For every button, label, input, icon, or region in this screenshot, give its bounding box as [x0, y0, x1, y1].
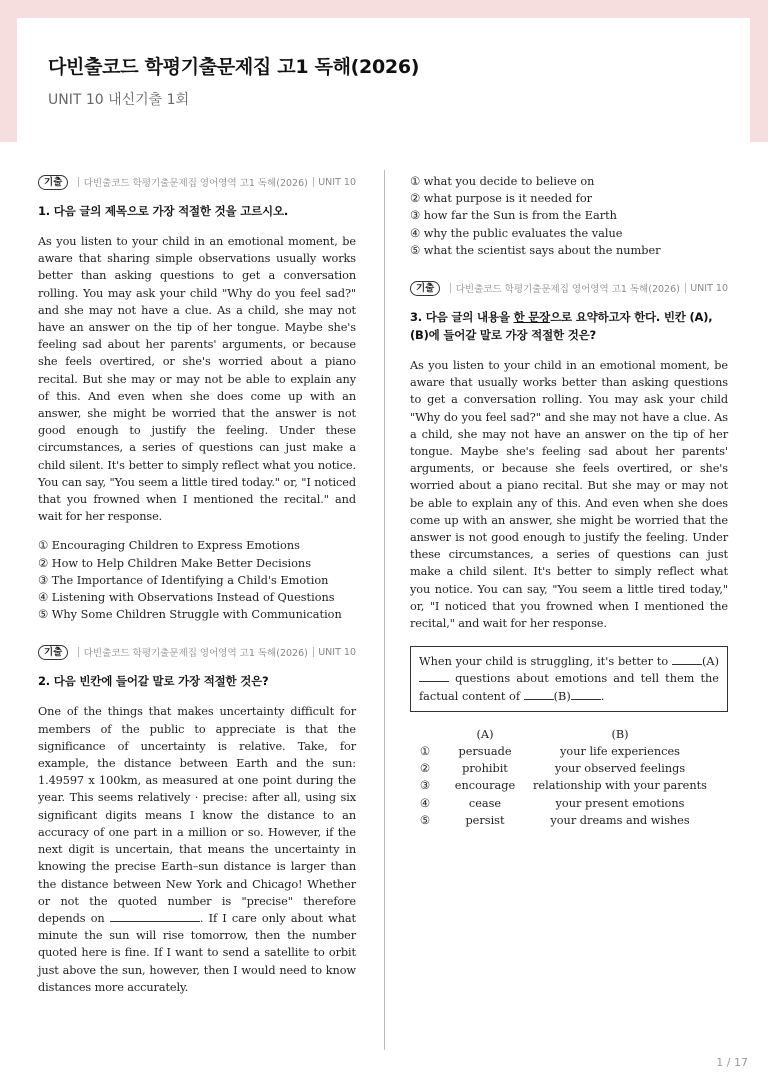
summary-text: questions about emotions and tell them the factual content of — [419, 672, 719, 703]
column-divider — [384, 170, 385, 1050]
answer-choices-table — [410, 726, 710, 829]
source-tag: 기출 — [38, 645, 68, 660]
option[interactable]: ① what you decide to believe on — [410, 175, 595, 188]
source-tag: 기출 — [38, 175, 68, 190]
page-number: 1 / 17 — [716, 1056, 748, 1069]
choice-a: prohibit — [462, 762, 508, 776]
source-unit: UNIT 10 — [318, 646, 356, 658]
blank-a-line — [419, 670, 449, 682]
table-row[interactable] — [410, 743, 710, 760]
table-row[interactable] — [410, 812, 710, 829]
choice-number: ③ — [419, 779, 431, 793]
option[interactable]: ③ The Importance of Identifying a Child's Emotion — [38, 573, 329, 587]
choice-b: relationship with your parents — [533, 779, 707, 793]
option[interactable]: ③ how far the Sun is from the Earth — [410, 209, 617, 223]
choice-number: ② — [419, 762, 431, 776]
option[interactable]: ① Encouraging Children to Express Emotions — [38, 539, 300, 553]
source-book: 다빈출코드 학평기출문제집 영어영역 고1 독해(2026) — [455, 284, 680, 296]
summary-text: . — [600, 689, 605, 703]
table-row[interactable] — [410, 777, 710, 794]
option[interactable]: ② what purpose is it needed for — [410, 192, 593, 206]
choice-number: ⑤ — [419, 813, 431, 827]
column-b-header: (B) — [611, 727, 629, 741]
question-3-title — [410, 308, 728, 344]
question-source-line — [38, 173, 356, 191]
question-3-passage: As you listen to your child in an emotional moment, be aware that usually works better than asking questions to get a conversation rolling. You may ask your child "Why do you feel sad?" and she may not have a clue. As a child, she may not have an answer on the tip of her tongue. Maybe she's feeling sad about her parents' arguments, or because she feels overtired, or she's worried about a piano recital. But she may or may not be able to explain any of this. And even when she does come up with an answer, she might be worried that the answer is not good enough to justify the feeling. Under these circumstances, a series of questions can just make a child silent. It's better to simply reflect what you notice. You can say, "You seem a little tired today," or, "I noticed that you frowned when I mentioned the recital," and wait for her response. — [410, 359, 728, 631]
passage-text: . If I care only about what minute the sun will rise tomorrow, then the number quoted here is fine. If I want to send a satellite to orbit just above the sun, however, then I would need to know distances more accurately. — [38, 911, 356, 994]
blank-b-label: (B) — [553, 689, 571, 703]
blank-a-line — [672, 653, 702, 665]
header-card — [17, 18, 750, 142]
title-text: 3. 다음 글의 내용을 — [410, 310, 514, 325]
choice-b: your dreams and wishes — [550, 813, 690, 827]
choice-a: cease — [468, 796, 502, 810]
source-book: 다빈출코드 학평기출문제집 영어영역 고1 독해(2026) — [83, 178, 308, 189]
table-header-row — [410, 726, 710, 743]
question-1-options — [38, 537, 356, 623]
summary-box — [410, 646, 728, 712]
question-1-passage: As you listen to your child in an emotional moment, be aware that sharing simple observations usually works better than asking questions to get a conversation rolling. You may ask your child "Why do you feel sad?" and she may not have a clue. As a child, she may not have an answer on the tip of her tongue. Maybe she's feeling sad about her parents' arguments, or because she feels overtired, or she's worried about a piano recital. But she may or may not be able to explain any of this. And even when she does come up with an answer, she might be worried that the answer is not good enough to justify the feeling. Under these circumstances, a series of questions can just make a child silent. It's better to simply reflect what you notice. You can say, "You seem a little tired today." or, "I noticed that you frowned when I mentioned the recital." and wait for her response. — [38, 235, 356, 524]
summary-text: When your child is struggling, it's better to — [419, 655, 669, 669]
question-2-passage — [38, 703, 356, 995]
table-row[interactable] — [410, 795, 710, 812]
title-text: 으로 요약하고자 한다. 빈칸 (A), (B)에 들어갈 말로 가장 적절한 것은? — [410, 310, 713, 343]
question-1-title: 1. 다음 글의 제목으로 가장 적절한 것을 고르시오. — [38, 204, 289, 218]
book-title: 다빈출코드 학평기출문제집 고1 독해(2026) — [48, 56, 420, 78]
option[interactable]: ④ Listening with Observations Instead of Questions — [38, 591, 335, 605]
option[interactable]: ④ why the public evaluates the value — [410, 226, 623, 240]
title-underlined: 한 문장 — [513, 310, 551, 325]
table-header-cell — [410, 726, 440, 743]
blank-b-line — [524, 688, 554, 700]
option[interactable]: ⑤ what the scientist says about the number — [410, 243, 661, 257]
source-unit: UNIT 10 — [318, 176, 356, 188]
source-unit: UNIT 10 — [690, 282, 728, 294]
option[interactable]: ② How to Help Children Make Better Decisions — [38, 556, 312, 570]
source-tag: 기출 — [410, 281, 440, 296]
choice-a: encourage — [454, 779, 516, 793]
choice-a: persist — [465, 813, 505, 827]
passage-text: One of the things that makes uncertainty difficult for members of the public to appreciate is that the significance of uncertainty is relative. Take, for example, the distance between Earth and the sun: 1.49597 x 100km, as measured at one point during the year. This seems relatively · precise: after all, using six significant digits means I know the distance to an accuracy of one part in a million or so. However, if the next digit is uncertain, that means the uncertainty in knowing the precise Earth–sun distance is larger than the distance between New York and Chicago! Whether or not the quoted number is "precise" therefore depends on — [38, 705, 356, 925]
unit-subtitle: UNIT 10 내신기출 1회 — [48, 92, 190, 108]
source-book: 다빈출코드 학평기출문제집 영어영역 고1 독해(2026) — [83, 648, 308, 660]
question-2-options — [410, 173, 728, 259]
left-column — [38, 173, 356, 996]
right-column — [410, 173, 728, 829]
question-2-title: 2. 다음 빈칸에 들어갈 말로 가장 적절한 것은? — [38, 674, 269, 689]
choice-a: persuade — [458, 745, 512, 759]
column-a-header: (A) — [476, 727, 494, 741]
choice-b: your observed feelings — [554, 762, 686, 776]
blank-b-line — [571, 688, 601, 700]
question-source-line — [38, 643, 356, 661]
choice-number: ④ — [419, 796, 431, 810]
choice-number: ① — [419, 745, 431, 759]
choice-b: your life experiences — [560, 745, 680, 759]
blank-a-label: (A) — [702, 655, 719, 669]
choice-b: your present emotions — [555, 796, 685, 810]
option[interactable]: ⑤ Why Some Children Struggle with Communication — [38, 608, 342, 622]
table-row[interactable] — [410, 760, 710, 777]
answer-blank — [110, 910, 200, 922]
question-source-line — [410, 279, 728, 297]
